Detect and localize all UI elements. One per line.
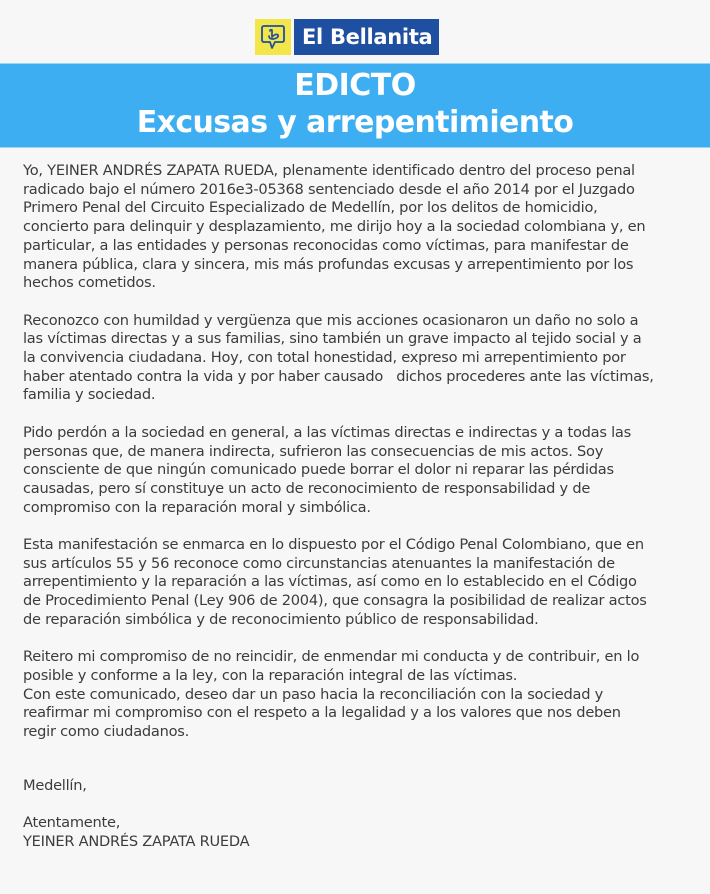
text-line: consciente de que ningún comunicado puede borrar el dolor ni reparar las pérdidas (23, 461, 614, 479)
text-line: Con este comunicado, deseo dar un paso hacia la reconciliación con la sociedad y (23, 685, 604, 703)
text-line: sus artículos 55 y 56 reconoce como circunstancias atenuantes la manifestación de (23, 554, 615, 572)
text-line: familia y sociedad. (23, 386, 156, 404)
text-line: Reitero mi compromiso de no reincidir, de enmendar mi conducta y de contribuir, en lo (23, 648, 640, 666)
paragraph-acknowledgement (23, 312, 693, 406)
text-line: haber atentado contra la vida y por haber causado dichos procederes ante las víctimas, (23, 367, 654, 385)
text-line: hechos cometidos. (23, 274, 156, 292)
paragraph-commitment (23, 648, 693, 742)
paragraph-identification (23, 162, 693, 293)
paragraph-legal-basis (23, 536, 693, 630)
text-line: compromiso con la reparación moral y simbólica. (23, 498, 371, 516)
text-line: reafirmar mi compromiso con el respeto a la legalidad y a los valores que nos deben (23, 704, 621, 722)
title-banner (0, 63, 710, 148)
closing-city: Medellín, (23, 777, 87, 794)
text-line: Primero Penal del Circuito Especializado de Medellín, por los delitos de homicidio, (23, 199, 598, 217)
text-line: regir como ciudadanos. (23, 723, 190, 741)
page-title: EDICTO (294, 68, 416, 103)
text-line: causadas, pero sí constituye un acto de reconocimiento de responsabilidad y de (23, 479, 591, 497)
page-subtitle: Excusas y arrepentimiento (136, 105, 574, 140)
closing-regards: Atentamente, (23, 814, 121, 832)
text-line: personas que, de manera indirecta, sufrieron las consecuencias de mis actos. Soy (23, 442, 604, 460)
paragraph-apology (23, 424, 693, 518)
text-line: la convivencia ciudadana. Hoy, con total honestidad, expreso mi arrepentimiento por (23, 349, 626, 367)
signer-name: YEINER ANDRÉS ZAPATA RUEDA (23, 833, 250, 851)
text-line: Reconozco con humildad y vergüenza que mis acciones ocasionaron un daño no solo a (23, 311, 639, 329)
text-line: posible y conforme a la ley, con la reparación integral de las víctimas. (23, 666, 518, 684)
closing-block (23, 777, 249, 852)
text-line: Yo, YEINER ANDRÉS ZAPATA RUEDA, plenamente identificado dentro del proceso penal (23, 162, 635, 179)
brand-logo (255, 19, 439, 55)
text-line: arrepentimiento y la reparación a las víctimas, así como en lo establecido en el Código (23, 573, 637, 591)
text-line: radicado bajo el número 2016e3-05368 sentenciado desde el año 2014 por el Juzgado (23, 180, 635, 198)
speech-bubble-heart-icon (255, 19, 291, 55)
text-line: de reparación simbólica y de reconocimiento público de responsabilidad. (23, 610, 539, 628)
text-line: las víctimas directas y a sus familias, sino también un grave impacto al tejido social y a (23, 330, 642, 348)
text-line: de Procedimiento Penal (Ley 906 de 2004), que consagra la posibilidad de realizar actos (23, 592, 647, 610)
brand-name: El Bellanita (294, 19, 439, 55)
edict-body (23, 162, 693, 760)
text-line: concierto para delinquir y desplazamiento, me dirijo hoy a la sociedad colombiana y, en (23, 218, 646, 236)
text-line: particular, a las entidades y personas reconocidas como víctimas, para manifestar de (23, 236, 629, 254)
text-line: manera pública, clara y sincera, mis más profundas excusas y arrepentimiento por los (23, 255, 634, 273)
text-line: Esta manifestación se enmarca en lo dispuesto por el Código Penal Colombiano, que en (23, 536, 644, 554)
text-line: Pido perdón a la sociedad en general, a las víctimas directas e indirectas y a todas las (23, 423, 631, 441)
